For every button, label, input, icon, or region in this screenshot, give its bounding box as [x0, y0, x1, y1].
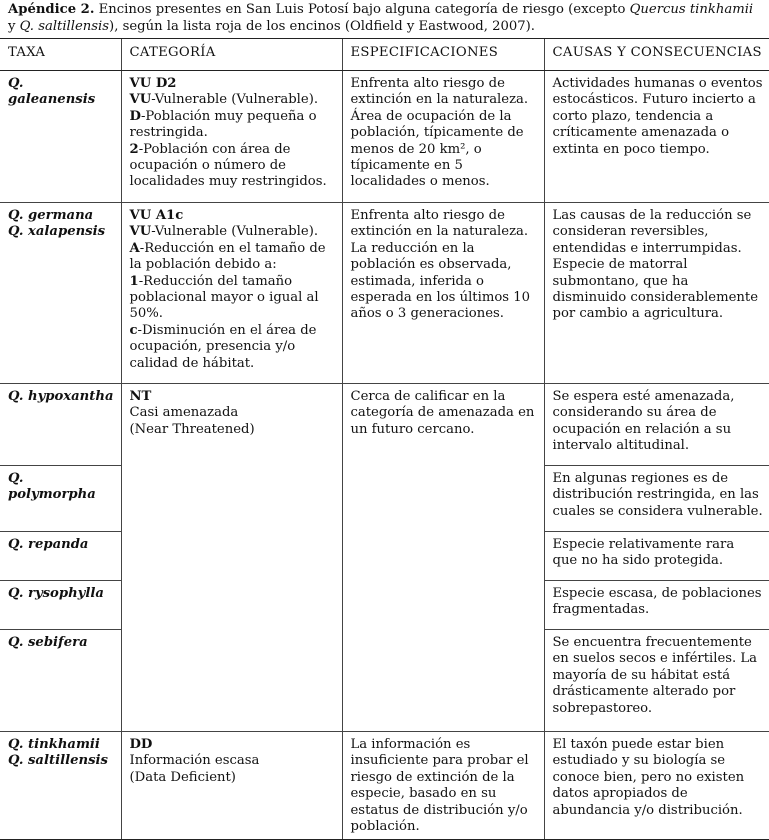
causes-cell: El taxón puede estar bien estudiado y su biología se conoce bien, pero no existen datos apropiados de abundancia y/o distribución. — [544, 732, 769, 840]
risk-table — [0, 38, 769, 840]
causes-cell: Se encuentra frecuentemente en suelos secos e infértiles. La mayoría de su hábitat está drásticamente alterado por sobrepastoreo. — [544, 630, 769, 732]
taxon-name: Q. rysophylla — [8, 586, 104, 601]
category-item: VU-Vulnerable (Vulnerable). — [129, 92, 319, 108]
causes-cell: Especie relativamente rara que no ha sido protegida. — [544, 532, 769, 581]
category-code: VU A1c — [129, 208, 184, 223]
category-cell — [121, 71, 342, 203]
taxon-name: Q. hypoxantha — [8, 389, 114, 404]
caption-species-2: Q. saltillensis — [19, 18, 110, 34]
taxa-cell — [0, 581, 121, 630]
caption-label: Apéndice 2. — [8, 2, 95, 17]
taxon-name: Q. germana — [8, 208, 94, 223]
taxa-cell — [0, 466, 121, 532]
category-code: DD — [129, 737, 153, 752]
caption-text: Encinos presentes en San Luis Potosí bajo alguna categoría de riesgo (excepto — [94, 2, 630, 17]
specifications-cell: La información es insuficiente para probar el riesgo de extinción de la especie, basado en su estatus de distribución y/o población. — [342, 732, 544, 840]
taxa-cell — [0, 732, 121, 840]
taxa-cell — [0, 384, 121, 466]
specifications-cell: Cerca de calificar en la categoría de amenazada en un futuro cercano. — [342, 384, 544, 732]
header-specifications: ESPECIFICACIONES — [342, 39, 544, 71]
table-row — [0, 203, 769, 384]
header-taxa: TAXA — [0, 39, 121, 71]
category-item: D-Población muy pequeña o restringida. — [129, 108, 317, 141]
causes-cell: Las causas de la reducción se consideran reversibles, entendidas e interrumpidas. Especie de matorral submontano, que ha disminuido considerablemente por cambio a agricultura. — [544, 203, 769, 384]
category-item: A-Reducción en el tamaño de la población debido a: — [129, 240, 326, 273]
taxon-name: Q. polymorpha — [8, 471, 96, 503]
taxa-cell — [0, 71, 121, 203]
causes-cell: Especie escasa, de poblaciones fragmentadas. — [544, 581, 769, 630]
specifications-cell: Enfrenta alto riesgo de extinción en la naturaleza. La reducción en la población es observada, estimada, inferida o esperada en los últimos 10 años o 3 generaciones. — [342, 203, 544, 384]
category-code: NT — [129, 389, 152, 404]
caption-species-1: Quercus tinkhamii — [629, 2, 754, 17]
category-cell — [121, 384, 342, 732]
taxon-name: Q. sebifera — [8, 635, 88, 650]
taxon-name: Q. saltillensis — [8, 753, 108, 769]
taxon-name: Q. repanda — [8, 537, 89, 552]
table-row — [0, 71, 769, 203]
header-category: CATEGORÍA — [121, 39, 342, 71]
table-row — [0, 732, 769, 840]
category-code: VU D2 — [129, 76, 177, 91]
causes-cell: Actividades humanas o eventos estocásticos. Futuro incierto a corto plazo, tendencia a críticamente amenazada o extinta en poco tiempo. — [544, 71, 769, 203]
taxa-cell — [0, 203, 121, 384]
category-cell — [121, 203, 342, 384]
table-row — [0, 384, 769, 466]
category-line: Información escasa — [129, 753, 260, 769]
category-line: Casi amenazada — [129, 405, 239, 421]
taxon-name: Q. tinkhamii — [8, 737, 100, 752]
causes-cell: En algunas regiones es de distribución restringida, en las cuales se considera vulnerable. — [544, 466, 769, 532]
category-item: 1-Reducción del tamaño poblacional mayor o igual al 50%. — [129, 273, 319, 322]
category-line: (Data Deficient) — [129, 769, 236, 785]
header-row — [0, 39, 769, 71]
caption-text-end: ), según la lista roja de los encinos (Oldfield y Eastwood, 2007). — [109, 18, 535, 34]
taxa-cell — [0, 630, 121, 732]
category-item: c-Disminución en el área de ocupación, presencia y/o calidad de hábitat. — [129, 322, 317, 371]
category-cell — [121, 732, 342, 840]
table-caption — [8, 2, 764, 35]
header-causes: CAUSAS Y CONSECUENCIAS — [544, 39, 769, 71]
taxon-name: Q. xalapensis — [8, 224, 106, 240]
taxa-cell — [0, 532, 121, 581]
category-line: (Near Threatened) — [129, 421, 255, 437]
caption-conjunction: y — [8, 18, 20, 34]
specifications-cell: Enfrenta alto riesgo de extinción en la naturaleza. Área de ocupación de la población, típicamente de menos de 20 km², o típicamente en 5 localidades o menos. — [342, 71, 544, 203]
causes-cell: Se espera esté amenazada, considerando su área de ocupación en relación a su intervalo altitudinal. — [544, 384, 769, 466]
taxon-name: Q. galeanensis — [8, 76, 96, 108]
category-item: 2-Población con área de ocupación o número de localidades muy restringidos. — [129, 141, 327, 190]
category-item: VU-Vulnerable (Vulnerable). — [129, 224, 319, 240]
